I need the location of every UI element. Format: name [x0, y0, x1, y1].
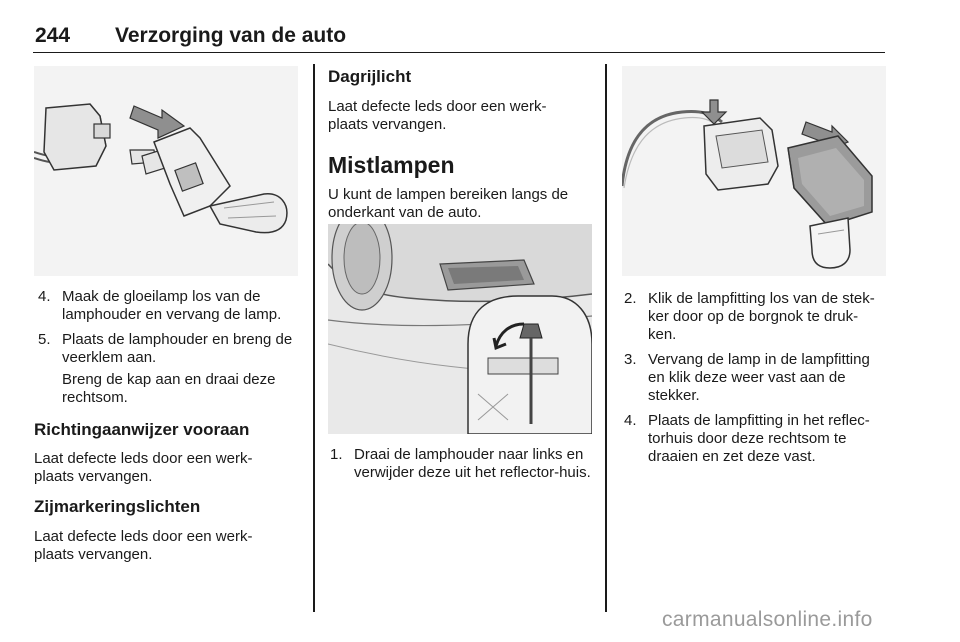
step-list	[330, 446, 592, 489]
list-item	[38, 288, 300, 324]
section-heading: Dagrijlicht	[328, 67, 412, 86]
section-text: Laat defecte leds door een werk-plaats vervangen.	[34, 450, 253, 485]
section-heading: Zijmarkeringslichten	[34, 497, 201, 516]
step-number: 4.	[38, 288, 51, 305]
step-text: Draai de lamphouder naar links en verwijder deze uit het reflector-huis.	[354, 446, 591, 481]
bulb-holder-illustration	[34, 66, 298, 276]
step-text: Vervang de lamp in de lampfitting en klik deze weer vast aan de stekker.	[648, 351, 870, 404]
page-header	[33, 22, 885, 53]
step-list	[38, 288, 300, 414]
section-text: Laat defecte leds door een werk-plaats vervangen.	[34, 528, 253, 563]
step-number: 4.	[624, 412, 637, 429]
step-number: 3.	[624, 351, 637, 368]
step-list	[624, 290, 886, 473]
section-heading: Richtingaanwijzer vooraan	[34, 420, 250, 439]
column-divider-left	[313, 64, 315, 612]
section-heading-large: Mistlampen	[328, 152, 455, 178]
step-subtext: Breng de kap aan en draai deze rechtsom.	[62, 371, 276, 406]
watermark: carmanualsonline.info	[662, 608, 873, 631]
list-item	[624, 351, 886, 405]
step-number: 2.	[624, 290, 637, 307]
list-item	[38, 331, 300, 407]
list-item	[624, 290, 886, 344]
section-text: Laat defecte leds door een werk-plaats vervangen.	[328, 98, 547, 133]
fog-lamp-illustration	[328, 224, 592, 434]
step-text: Klik de lampfitting los van de stek-ker door op de borgnok te druk-ken.	[648, 290, 875, 343]
list-item	[624, 412, 886, 466]
page-title: Verzorging van de auto	[115, 24, 347, 47]
step-number: 1.	[330, 446, 343, 463]
list-item	[330, 446, 592, 482]
page-number: 244	[35, 24, 71, 47]
step-number: 5.	[38, 331, 51, 348]
column-divider-right	[605, 64, 607, 612]
step-text: Plaats de lampfitting in het reflec-torhuis door deze rechtsom te draaien en zet deze vast.	[648, 412, 870, 465]
step-text: Maak de gloeilamp los van de lamphouder en vervang de lamp.	[62, 288, 282, 323]
section-text: U kunt de lampen bereiken langs de onderkant van de auto.	[328, 186, 569, 221]
lamp-fitting-illustration	[622, 66, 886, 276]
step-text: Plaats de lamphouder en breng de veerklem aan.	[62, 331, 293, 366]
